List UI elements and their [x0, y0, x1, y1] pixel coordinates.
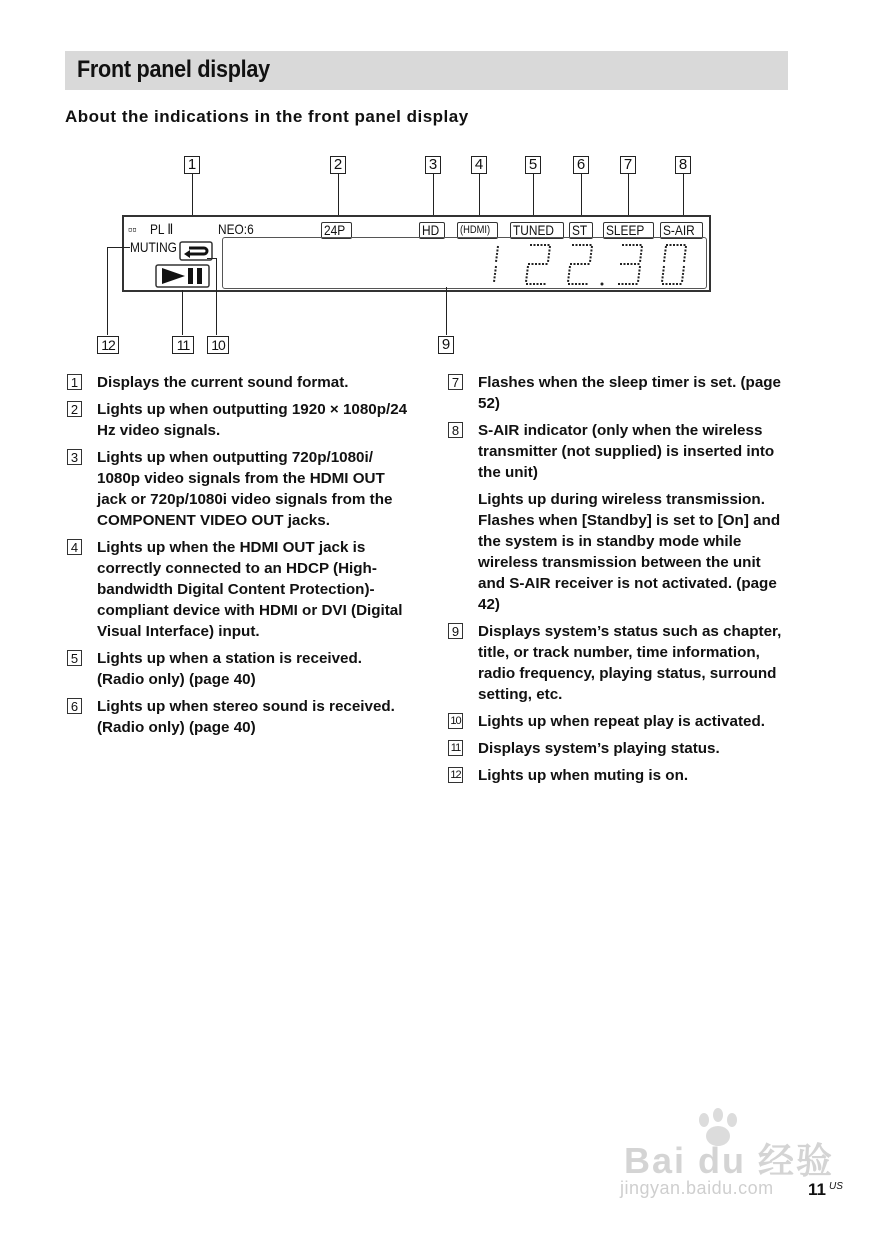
callout-3: 3 — [425, 156, 441, 174]
sound-format-indicator: PL Ⅱ — [150, 221, 174, 237]
list-item: 10 Lights up when repeat play is activated. — [446, 711, 791, 732]
item-number: 8 — [448, 422, 463, 438]
item-number: 5 — [67, 650, 82, 666]
stereo-indicator: ST — [569, 222, 593, 239]
front-panel-diagram — [0, 0, 875, 370]
callout-2: 2 — [330, 156, 346, 174]
page-number: 11 — [808, 1180, 826, 1199]
item-number: 7 — [448, 374, 463, 390]
leader-line-10-h — [207, 258, 217, 259]
list-item: 2 Lights up when outputting 1920 × 1080p/24 Hz video signals. — [65, 399, 410, 441]
subtitle: About the indications in the front panel display — [65, 107, 469, 126]
callout-1: 1 — [184, 156, 200, 174]
section-title: Front panel display — [77, 56, 270, 83]
page-suffix: US — [829, 1181, 843, 1192]
item-number: 10 — [448, 713, 463, 729]
hd-indicator: HD — [419, 222, 445, 239]
list-item: 12 Lights up when muting is on. — [446, 765, 791, 786]
callout-8: 8 — [675, 156, 691, 174]
item-number: 6 — [67, 698, 82, 714]
callout-11: 11 — [172, 336, 194, 354]
list-item: 9 Displays system’s status such as chapter, title, or track number, time information, radio frequency, playing status, surround setting, etc. — [446, 621, 791, 705]
leader-line-12 — [107, 247, 108, 335]
list-item: 7 Flashes when the sleep timer is set. (page 52) — [446, 372, 791, 414]
leader-line-11 — [182, 290, 183, 335]
item-number: 4 — [67, 539, 82, 555]
play-pause-icon — [155, 264, 210, 288]
callout-6: 6 — [573, 156, 589, 174]
item-number: 11 — [448, 740, 463, 756]
list-item: 4 Lights up when the HDMI OUT jack is correctly connected to an HDCP (High-bandwidth Digital Content Protection)-compliant device with HDMI or DVI (Digital Visual Interface) input. — [65, 537, 410, 642]
leader-line-10 — [216, 258, 217, 335]
callout-10: 10 — [207, 336, 229, 354]
sleep-indicator: SLEEP — [603, 222, 654, 239]
indication-list-right — [446, 372, 791, 792]
segment-digits-icon — [484, 242, 704, 288]
callout-5: 5 — [525, 156, 541, 174]
item-number: 3 — [67, 449, 82, 465]
muting-indicator: MUTING — [130, 239, 177, 255]
dolby-logo-icon: ▫▫ — [128, 221, 137, 237]
indication-list-left — [65, 372, 410, 744]
watermark-logo: Bai du 经验 — [624, 1140, 835, 1181]
item-number: 12 — [448, 767, 463, 783]
callout-12: 12 — [97, 336, 119, 354]
neo6-indicator: NEO:6 — [218, 221, 254, 237]
list-item: 5 Lights up when a station is received. (Radio only) (page 40) — [65, 648, 410, 690]
item-number: 2 — [67, 401, 82, 417]
callout-4: 4 — [471, 156, 487, 174]
list-item: 6 Lights up when stereo sound is received. (Radio only) (page 40) — [65, 696, 410, 738]
watermark-url: jingyan.baidu.com — [620, 1178, 774, 1198]
item-number: 1 — [67, 374, 82, 390]
callout-7: 7 — [620, 156, 636, 174]
callout-9: 9 — [438, 336, 454, 354]
lcd-display — [122, 215, 711, 292]
24p-indicator: 24P — [321, 222, 352, 239]
list-item: 3 Lights up when outputting 720p/1080i/ 1080p video signals from the HDMI OUT jack or 720p/1080i video signals from the COMPONENT VIDEO OUT jacks. — [65, 447, 410, 531]
list-item: 11 Displays system’s playing status. — [446, 738, 791, 759]
hdmi-indicator: (HDMI) — [457, 222, 498, 239]
leader-line-9 — [446, 287, 447, 335]
s-air-indicator: S-AIR — [660, 222, 703, 239]
list-item: 8 S-AIR indicator (only when the wireless transmitter (not supplied) is inserted into the unit) Lights up during wireless transmission. Flashes when [Standby] is set to [On] and the system is in standby mode while wireless transmission between the unit and S-AIR receiver is not activated. (page 42) — [446, 420, 791, 615]
item-number: 9 — [448, 623, 463, 639]
list-item: 1 Displays the current sound format. — [65, 372, 410, 393]
leader-line-12-h — [107, 247, 130, 248]
tuned-indicator: TUNED — [510, 222, 564, 239]
